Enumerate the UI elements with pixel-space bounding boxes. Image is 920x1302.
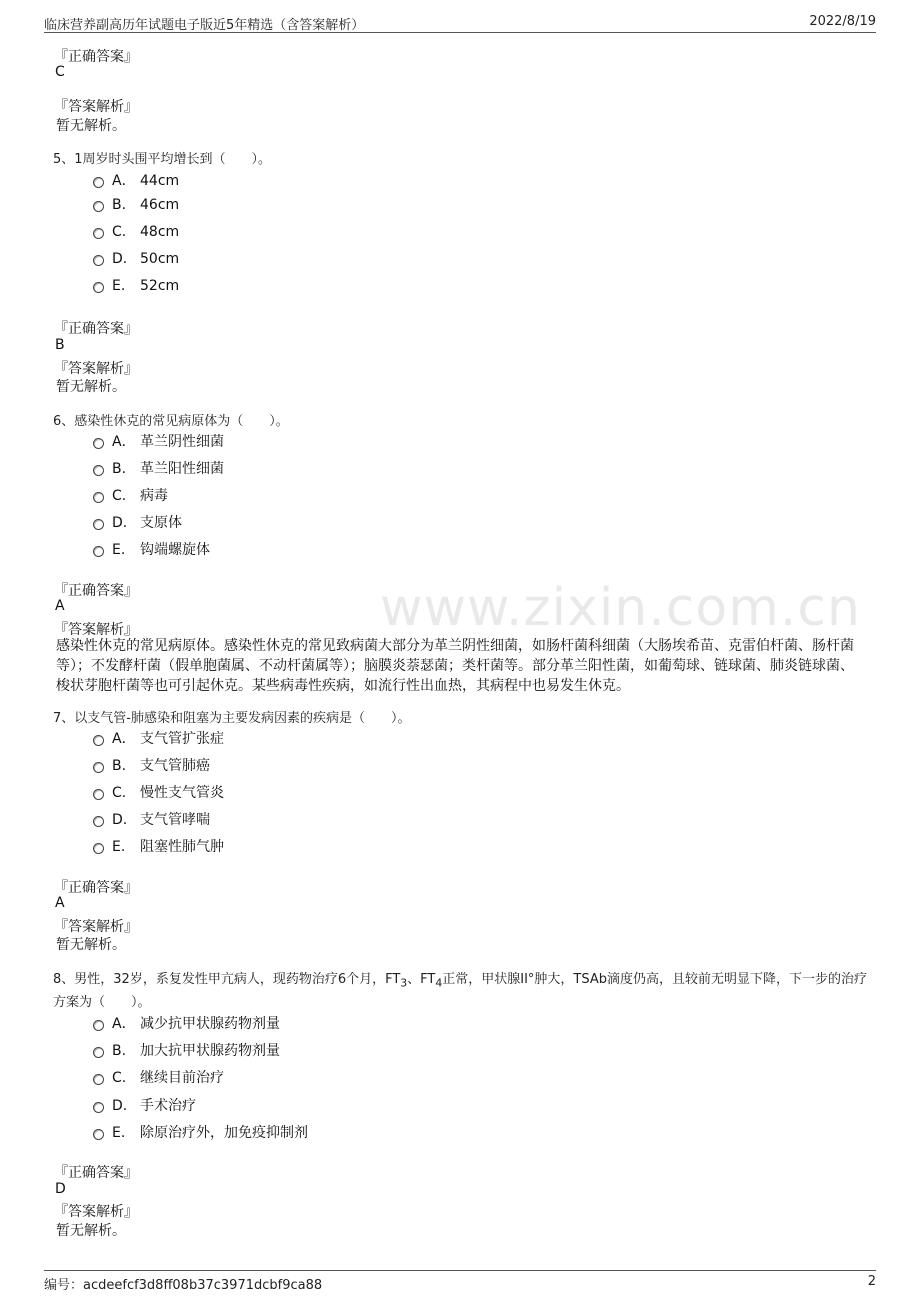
option-e[interactable]: E. 除原治疗外，加免疫抑制剂 xyxy=(93,1122,308,1142)
radio-icon[interactable] xyxy=(93,735,104,746)
radio-icon[interactable] xyxy=(93,762,104,773)
option-d[interactable]: D. 50cm xyxy=(93,251,179,271)
option-b[interactable]: B. 加大抗甲状腺药物剂量 xyxy=(93,1040,280,1060)
option-b[interactable]: B. 46cm xyxy=(93,197,179,217)
radio-icon[interactable] xyxy=(93,519,104,530)
option-e[interactable]: E. 钩端螺旋体 xyxy=(93,539,210,559)
question-text: 7、以支气管-肺感染和阻塞为主要发病因素的疾病是（ ）。 xyxy=(53,711,411,726)
answer-label: 『正确答案』 xyxy=(54,321,138,337)
radio-icon[interactable] xyxy=(93,177,104,188)
analysis-text: 暂无解析。 xyxy=(56,379,126,395)
answer-label: 『正确答案』 xyxy=(54,1165,138,1181)
analysis-label: 『答案解析』 xyxy=(54,361,138,377)
option-e[interactable]: E. 52cm xyxy=(93,278,179,298)
radio-icon[interactable] xyxy=(93,1102,104,1113)
document-code: 编号：acdeefcf3d8ff08b37c3971dcbf9ca88 xyxy=(44,1278,323,1293)
document-title: 临床营养副高历年试题电子版近5年精选（含答案解析） xyxy=(44,18,365,33)
option-d[interactable]: D. 手术治疗 xyxy=(93,1095,196,1115)
analysis-label: 『答案解析』 xyxy=(54,622,138,638)
radio-icon[interactable] xyxy=(93,282,104,293)
option-a[interactable]: A． 支气管扩张症 xyxy=(93,728,224,748)
option-d[interactable]: D. 支原体 xyxy=(93,512,182,532)
page-number: 2 xyxy=(867,1274,876,1289)
radio-icon[interactable] xyxy=(93,1074,104,1085)
radio-icon[interactable] xyxy=(93,1047,104,1058)
analysis-label: 『答案解析』 xyxy=(54,919,138,935)
answer-value: A xyxy=(55,598,65,614)
radio-icon[interactable] xyxy=(93,789,104,800)
analysis-label: 『答案解析』 xyxy=(54,99,138,115)
option-a[interactable]: A． 革兰阴性细菌 xyxy=(93,431,224,451)
question-text: 5、1周岁时头围平均增长到（ ）。 xyxy=(53,152,272,167)
answer-label: 『正确答案』 xyxy=(54,880,138,896)
page-header xyxy=(44,12,876,33)
option-d[interactable]: D. 支气管哮喘 xyxy=(93,809,210,829)
answer-value: A xyxy=(55,895,65,911)
option-c[interactable]: C. 病毒 xyxy=(93,485,168,505)
answer-label: 『正确答案』 xyxy=(54,49,138,65)
analysis-text: 暂无解析。 xyxy=(56,937,126,953)
radio-icon[interactable] xyxy=(93,1129,104,1140)
radio-icon[interactable] xyxy=(93,843,104,854)
option-c[interactable]: C. 慢性支气管炎 xyxy=(93,782,224,802)
radio-icon[interactable] xyxy=(93,1020,104,1031)
radio-icon[interactable] xyxy=(93,816,104,827)
radio-icon[interactable] xyxy=(93,492,104,503)
radio-icon[interactable] xyxy=(93,255,104,266)
option-c[interactable]: C. 继续目前治疗 xyxy=(93,1067,224,1087)
document-date: 2022/8/19 xyxy=(809,14,876,29)
answer-value: B xyxy=(55,337,65,353)
answer-label: 『正确答案』 xyxy=(54,583,138,599)
radio-icon[interactable] xyxy=(93,546,104,557)
analysis-text: 感染性休克的常见病原体。感染性休克的常见致病菌大部分为革兰阴性细菌，如肠杆菌科细菌（大肠埃希苗、克雷伯杆菌、肠杆菌等）；不发酵杆菌（假单胞菌属、不动杆菌属等）；脑膜炎萘瑟菌；类杆菌等。部分革兰阳性菌，如葡萄球、链球菌、肺炎链球菌、梭状芽胞杆菌等也可引起休克。某些病毒性疾病，如流行性出血热，其病程中也易发生休克。 xyxy=(56,638,854,694)
page-footer xyxy=(44,1270,876,1293)
question-text: 6、感染性休克的常见病原体为（ ）。 xyxy=(53,414,289,429)
option-c[interactable]: C. 48cm xyxy=(93,224,179,244)
radio-icon[interactable] xyxy=(93,465,104,476)
analysis-text: 暂无解析。 xyxy=(56,1223,126,1239)
radio-icon[interactable] xyxy=(93,438,104,449)
answer-value: D xyxy=(55,1181,66,1197)
question-text-line2: 方案为（ ）。 xyxy=(53,995,151,1010)
option-e[interactable]: E. 阻塞性肺气肿 xyxy=(93,836,224,856)
question-text: 8、男性，32岁，系复发性甲亢病人，现药物治疗6个月，$FT_3$、$FT_4$正常，甲状腺II°肿大，TSAb滴度仍高，且较前无明显下降，下一步的治疗 xyxy=(53,972,868,990)
answer-value: C xyxy=(55,64,65,80)
option-b[interactable]: B. 革兰阳性细菌 xyxy=(93,458,224,478)
radio-icon[interactable] xyxy=(93,201,104,212)
option-a[interactable]: A． 减少抗甲状腺药物剂量 xyxy=(93,1013,280,1033)
analysis-text: 暂无解析。 xyxy=(56,118,126,134)
analysis-label: 『答案解析』 xyxy=(54,1204,138,1220)
option-b[interactable]: B. 支气管肺癌 xyxy=(93,755,210,775)
option-a[interactable]: A． 44cm xyxy=(93,170,179,190)
watermark: www.zixin.com.cn xyxy=(380,578,861,638)
radio-icon[interactable] xyxy=(93,228,104,239)
